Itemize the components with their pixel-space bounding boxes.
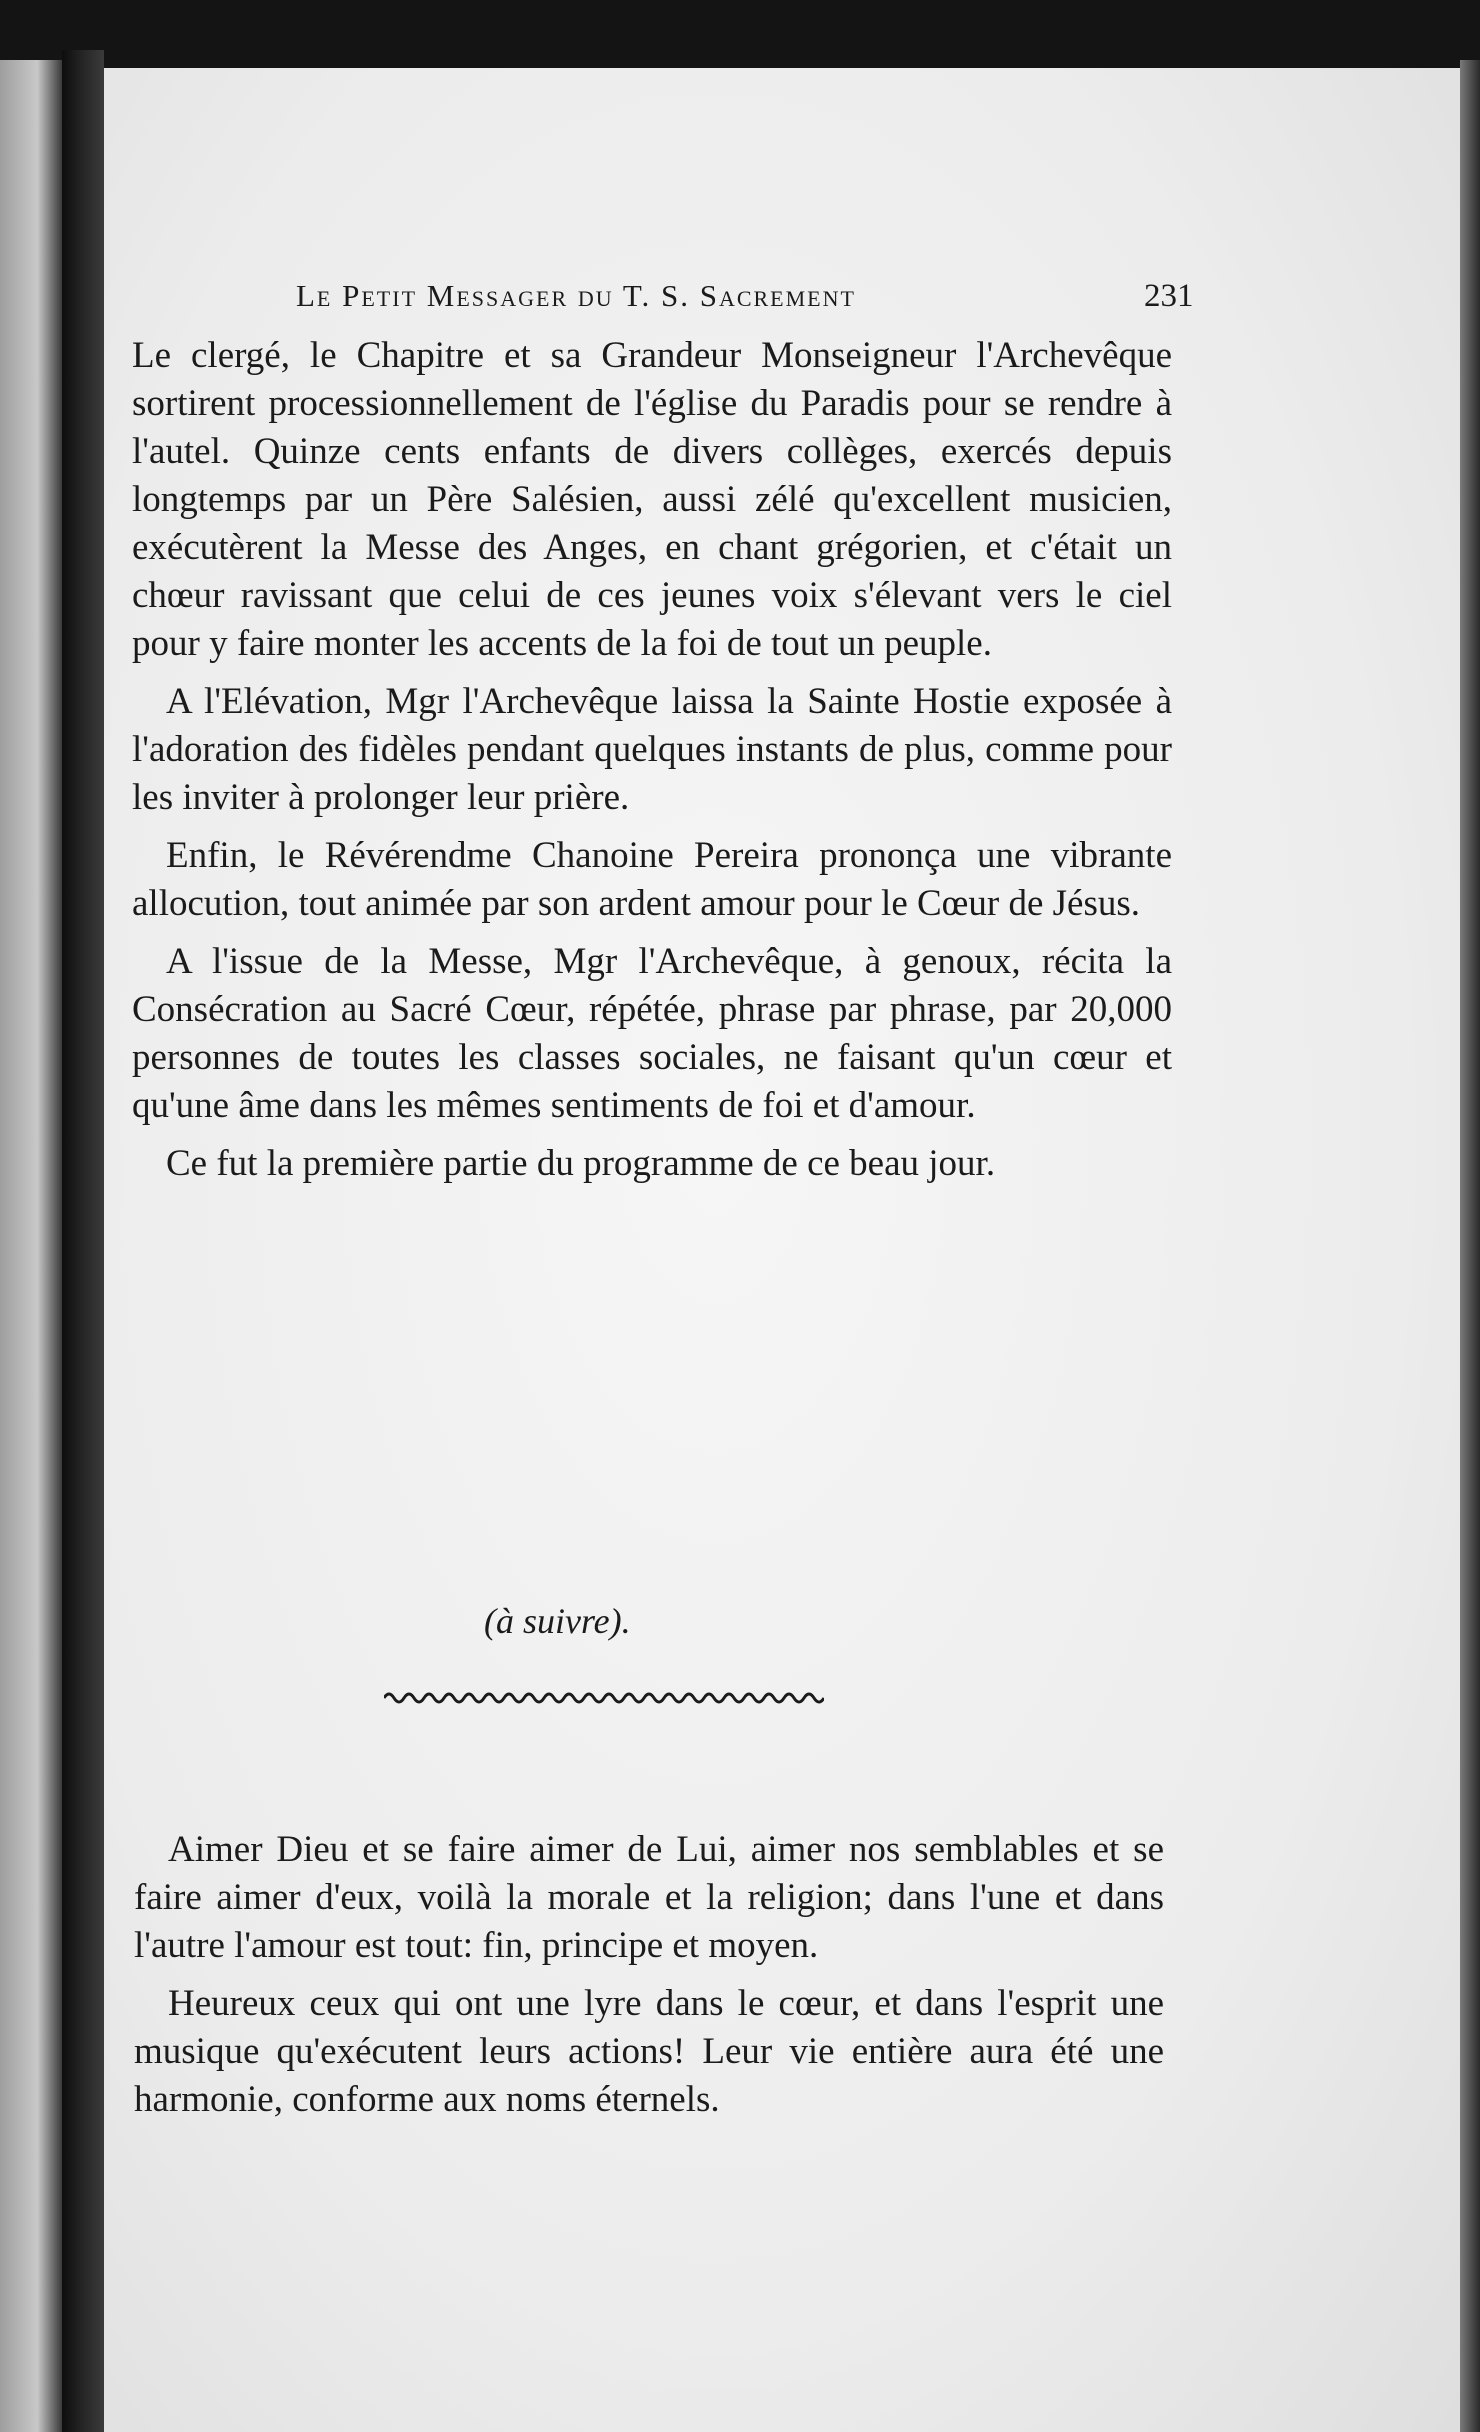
article-text [132,332,1172,1188]
paragraph: A l'issue de la Messe, Mgr l'Archevêque, à genoux, récita la Consécration au Sacré Cœur, répétée, phrase par phrase, par 20,000 personnes de toutes les classes sociales, ne faisant qu'un cœur et qu'une âme dans les mêmes sentiments de foi et d'amour. [132,941,1172,1126]
running-header: Le Petit Messager du T. S. Sacrement [296,278,856,313]
paragraph: Le clergé, le Chapitre et sa Grandeur Monseigneur l'Archevêque sortirent processionnellement de l'église du Paradis pour se rendre à l'autel. Quinze cents enfants de divers collèges, exercés depuis longtemps par un Père Salésien, aussi zélé qu'excellent musicien, exécutèrent la Messe des Anges, en chant grégorien, et c'était un chœur ravissant que celui de ces jeunes voix s'élevant vers le ciel pour y faire monter les accents de la foi de tout un peuple. [132,335,1172,664]
book-page [104,68,1460,2432]
maxim-paragraph: Heureux ceux qui ont une lyre dans le cœur, et dans l'esprit une musique qu'exécutent leurs actions! Leur vie entière aura été une harmonie, conforme aux noms éternels. [134,1983,1164,2120]
maxim-paragraph: Aimer Dieu et se faire aimer de Lui, aimer nos semblables et se faire aimer d'eux, voilà la morale et la religion; dans l'une et dans l'autre l'amour est tout: fin, principe et moyen. [134,1829,1164,1966]
maxims-text [134,1826,1164,2124]
page-number: 231 [1144,278,1194,314]
page-right-edge [1460,60,1480,2432]
paragraph: A l'Elévation, Mgr l'Archevêque laissa la Sainte Hostie exposée à l'adoration des fidèles pendant quelques instants de plus, comme pour les inviter à prolonger leur prière. [132,681,1172,818]
facing-page-edge [0,60,62,2432]
book-binding [62,50,104,2432]
paragraph: Enfin, le Révérendme Chanoine Pereira prononça une vibrante allocution, tout animée par son ardent amour pour le Cœur de Jésus. [132,835,1172,924]
continued-note: (à suivre). [484,1601,631,1641]
wavy-divider-ornament [384,1686,824,1710]
paragraph: Ce fut la première partie du programme de ce beau jour. [166,1143,996,1184]
